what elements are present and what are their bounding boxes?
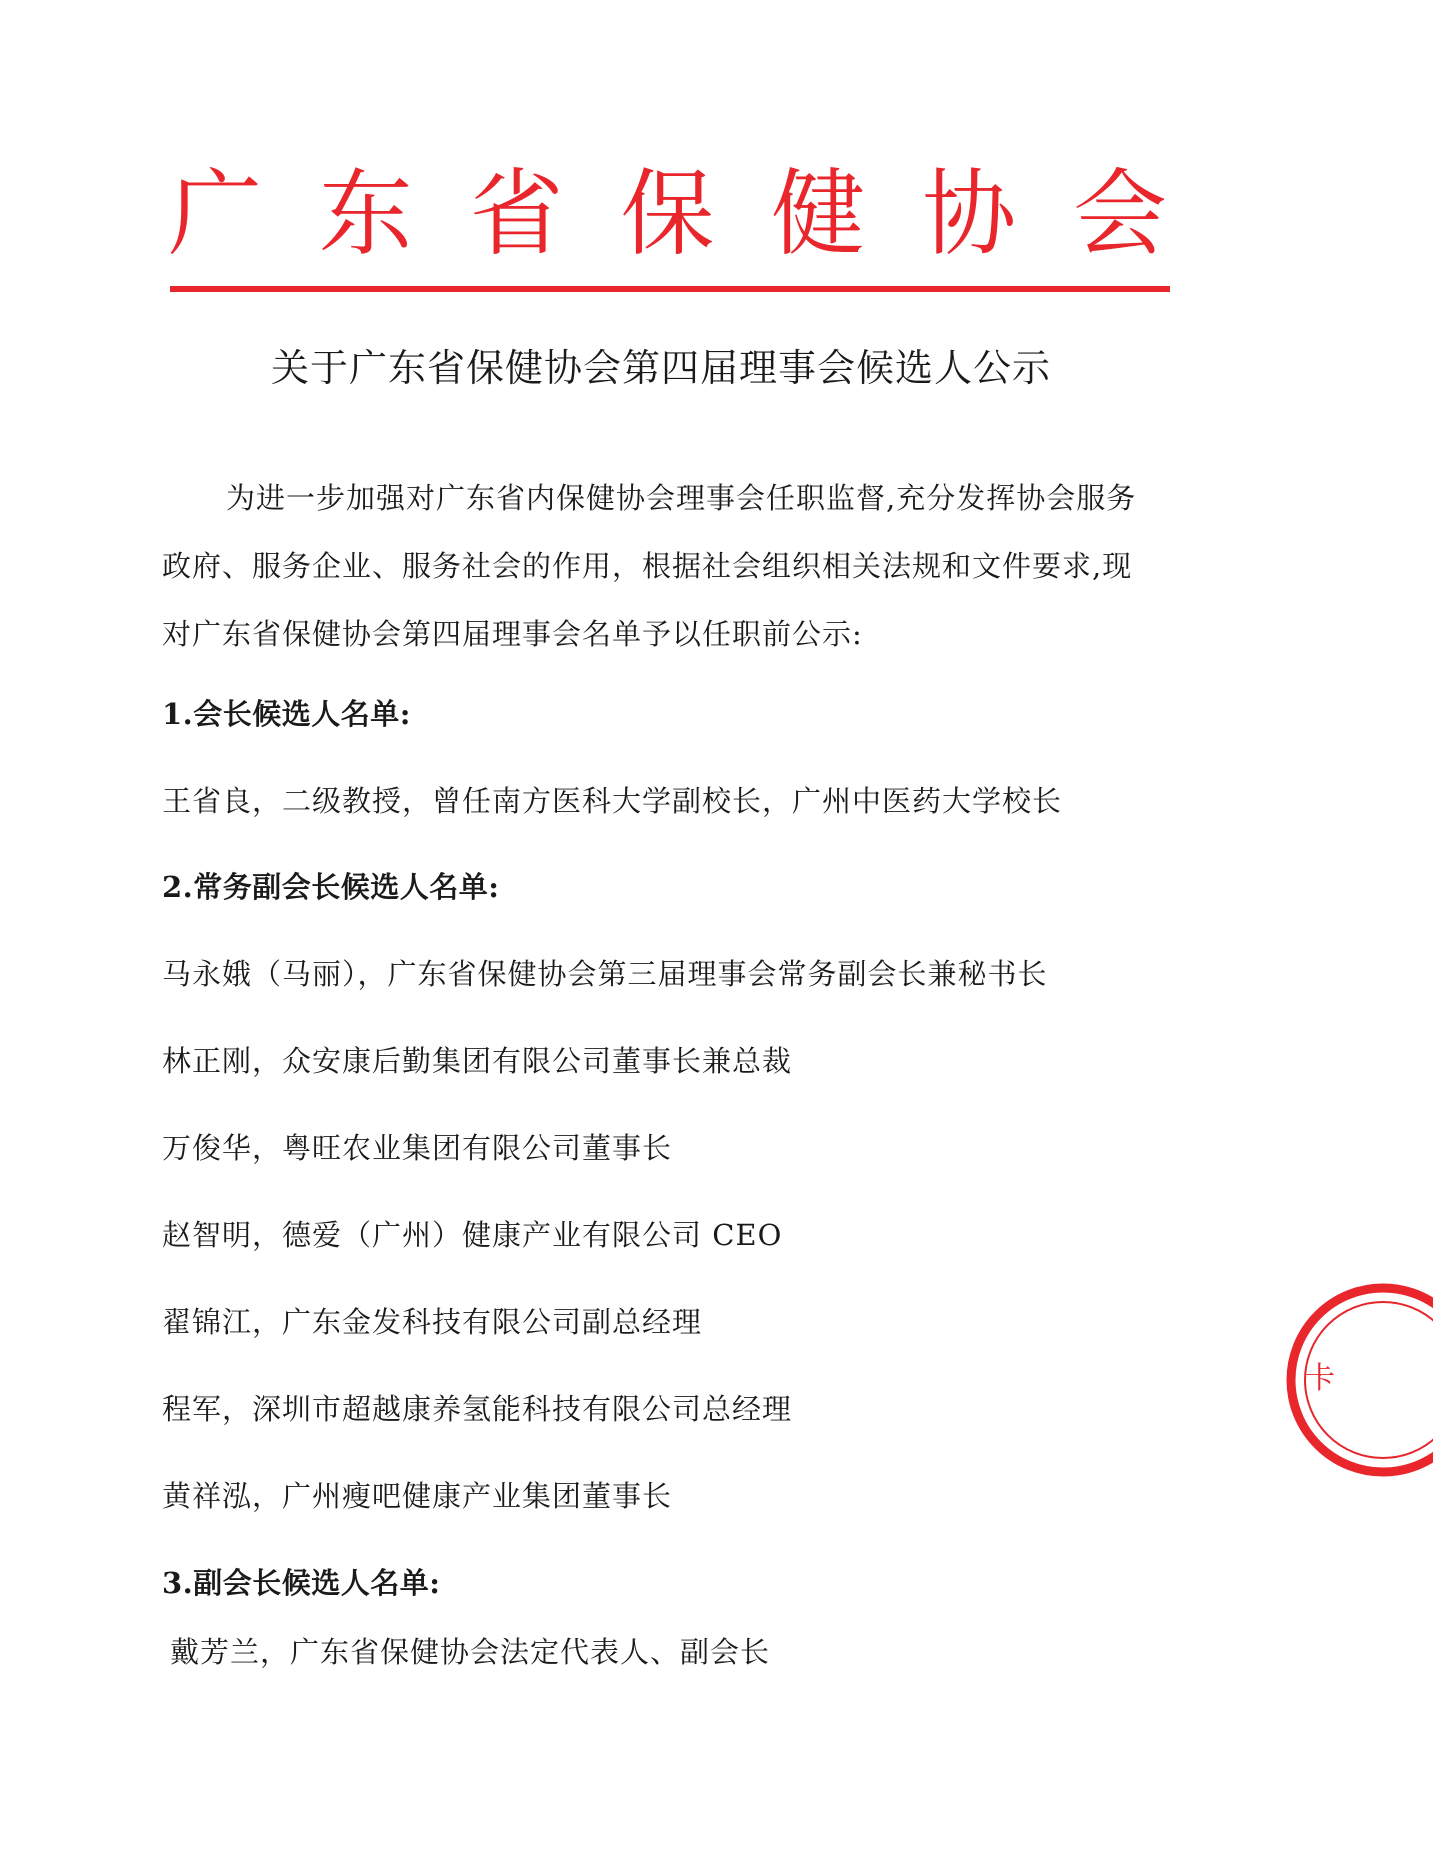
official-seal xyxy=(1283,1280,1433,1480)
section-heading-executive-vice: 2.常务副会长候选人名单: xyxy=(162,870,500,904)
letterhead-divider xyxy=(170,286,1170,292)
letterhead xyxy=(165,150,1170,280)
intro-line: 对广东省保健协会第四届理事会名单予以任职前公示: xyxy=(162,617,863,651)
notice-title: 关于广东省保健协会第四届理事会候选人公示 xyxy=(270,346,1051,390)
section-heading-president: 1.会长候选人名单: xyxy=(162,697,411,731)
candidate-entry: 王省良，二级教授，曾任南方医科大学副校长，广州中医药大学校长 xyxy=(162,784,1063,818)
letterhead-char: 健 xyxy=(771,160,866,269)
letterhead-char: 会 xyxy=(1072,160,1167,269)
letterhead-char: 协 xyxy=(922,160,1017,269)
intro-line: 为进一步加强对广东省内保健协会理事会任职监督,充分发挥协会服务 xyxy=(226,481,1137,515)
letterhead-char: 东 xyxy=(318,160,413,269)
candidate-entry: 林正刚，众安康后勤集团有限公司董事长兼总裁 xyxy=(162,1044,793,1078)
candidate-entry: 万俊华，粤旺农业集团有限公司董事长 xyxy=(162,1131,673,1165)
letterhead-char: 省 xyxy=(469,160,564,269)
candidate-entry: 马永娥（马丽），广东省保健协会第三届理事会常务副会长兼秘书长 xyxy=(162,957,1048,991)
letterhead-char: 广 xyxy=(167,160,262,269)
candidate-entry: 黄祥泓，广州瘦吧健康产业集团董事长 xyxy=(162,1479,673,1513)
candidate-entry: 翟锦江，广东金发科技有限公司副总经理 xyxy=(162,1305,703,1339)
intro-line: 政府、服务企业、服务社会的作用，根据社会组织相关法规和文件要求,现 xyxy=(162,549,1133,583)
candidate-entry: 程军，深圳市超越康养氢能科技有限公司总经理 xyxy=(162,1392,793,1426)
letterhead-char: 保 xyxy=(620,160,715,269)
intro-paragraph xyxy=(162,464,1182,668)
section-heading-vice: 3.副会长候选人名单: xyxy=(162,1566,441,1600)
candidate-entry: 赵智明，德爱（广州）健康产业有限公司 CEO xyxy=(162,1218,783,1252)
candidate-entry: 戴芳兰，广东省保健协会法定代表人、副会长 xyxy=(170,1635,771,1669)
seal-fragment-text: 卡 xyxy=(1305,1361,1335,1396)
